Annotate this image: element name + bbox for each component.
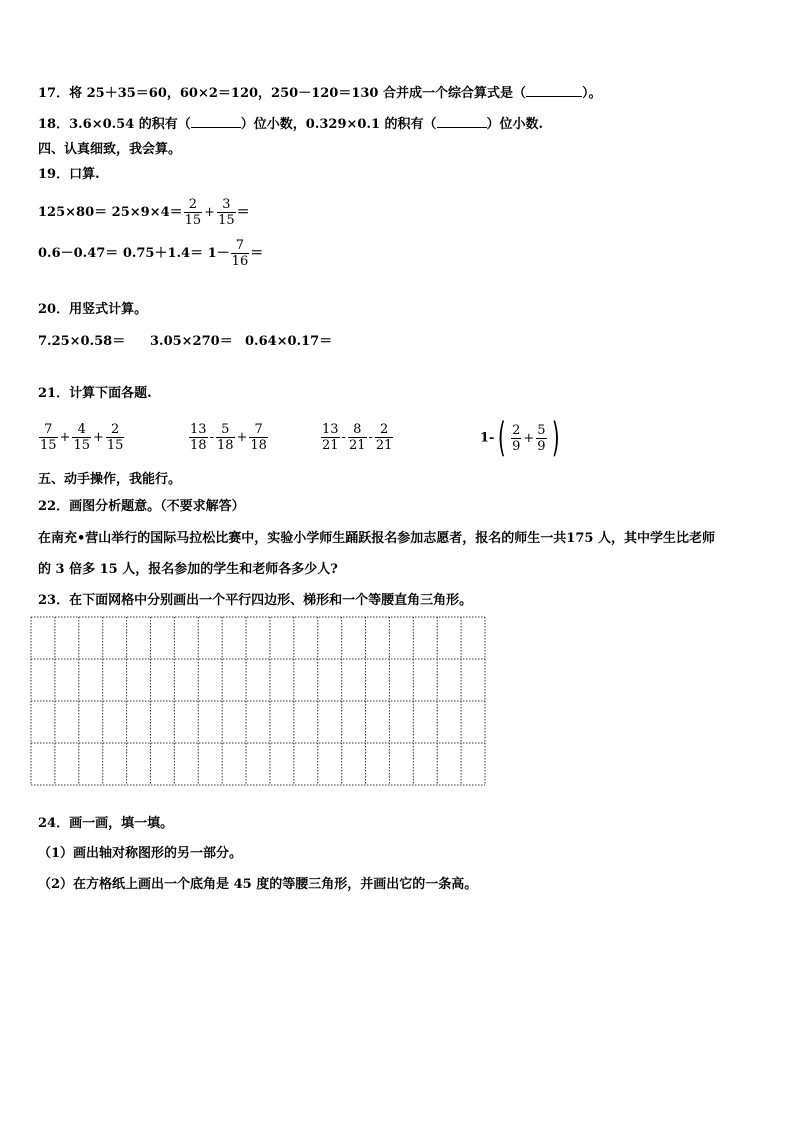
question-22-line2: 的 3 倍多 15 人，报名参加的学生和老师各多少人? [38, 562, 338, 577]
question-19-row2 [38, 236, 263, 272]
expression-3: $\frac{13}{21}$ - $\frac{8}{21}$ - $\frac{2}{21}$ [322, 422, 393, 453]
question-18 [38, 114, 543, 134]
question-24-sub1: （1）画出轴对称图形的另一部分。 [38, 846, 243, 861]
question-22-title: 22．画图分析题意。（不要求解答） [38, 499, 245, 514]
fraction: $\frac{3}{15}$ [218, 197, 235, 228]
question-23-title: 23．在下面网格中分别画出一个平行四边形、梯形和一个等腰直角三角形。 [38, 593, 473, 608]
operator: + [204, 205, 216, 220]
section-4-heading: 四、认真细致，我会算。 [38, 142, 182, 157]
equals-sign: ＝ [236, 205, 250, 220]
answer-blank[interactable] [437, 114, 487, 128]
vertical-calc-item: 0.64×0.17＝ [245, 334, 333, 349]
question-19-row1 [38, 195, 250, 231]
equals-sign: ＝ [250, 246, 264, 261]
vertical-calc-item: 7.25×0.58＝ [38, 334, 126, 349]
expression-1: $\frac{7}{15}$ + $\frac{4}{15}$ + $\frac{2}{15}$ [40, 422, 124, 453]
question-24-sub2: （2）在方格纸上画出一个底角是 45 度的等腰三角形，并画出它的一条高。 [38, 877, 478, 892]
oral-item: 1－ [207, 246, 230, 261]
oral-item: 25×9×4＝ [111, 205, 183, 220]
question-17 [38, 83, 602, 103]
oral-item: 0.75＋1.4＝ [122, 246, 204, 261]
question-18-part1: 18．3.6×0.54 的积有（ [38, 117, 191, 132]
section-5-heading: 五、动手操作，我能行。 [38, 472, 182, 487]
drawing-grid-svg[interactable] [30, 616, 486, 786]
question-21-title: 21．计算下面各题. [38, 386, 152, 401]
fraction: $\frac{7}{16}$ [231, 238, 249, 269]
question-17-end: ）。 [582, 86, 602, 101]
question-22-line1: 在南充•营山举行的国际马拉松比赛中，实验小学师生踊跃报名参加志愿者，报名的师生一共175 人，其中学生比老师 [38, 531, 715, 546]
expression-4: 1-( $\frac{2}{9}$ + $\frac{5}{9}$ ) [480, 415, 560, 461]
expression-2: $\frac{13}{18}$ - $\frac{5}{18}$ + $\frac{7}{18}$ [190, 422, 267, 453]
question-18-part2: ）位小数，0.329×0.1 的积有（ [240, 117, 437, 132]
drawing-grid[interactable] [30, 616, 486, 786]
vertical-calc-item: 3.05×270＝ [150, 334, 233, 349]
oral-item: 125×80＝ [38, 205, 108, 220]
answer-blank[interactable] [526, 83, 582, 97]
question-24-title: 24．画一画，填一填。 [38, 816, 174, 831]
question-19-title: 19．口算. [38, 167, 100, 182]
answer-blank[interactable] [191, 114, 241, 128]
fraction: $\frac{2}{15}$ [184, 197, 202, 228]
question-17-text: 17．将 25＋35＝60，60×2＝120，250－120＝130 合并成一个综合算式是（ [38, 86, 526, 101]
oral-item: 0.6－0.47＝ [38, 246, 119, 261]
question-20-title: 20．用竖式计算。 [38, 302, 148, 317]
question-18-part3: ）位小数. [486, 117, 544, 132]
